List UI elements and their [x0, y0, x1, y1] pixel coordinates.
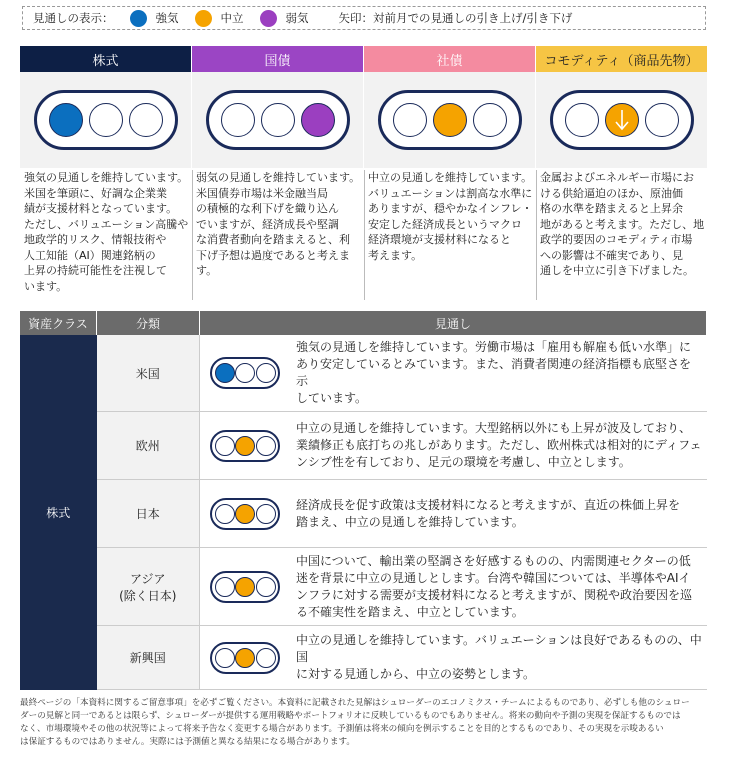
signal-lamp [473, 103, 507, 137]
header-category: 分類 [97, 311, 200, 335]
signal-cell [200, 335, 291, 412]
asset-class-cell: 株式 [20, 335, 97, 690]
signal-lamp [393, 103, 427, 137]
table-row [20, 335, 707, 412]
legend-label: 見通しの表示： [33, 11, 114, 25]
category-text-corpbonds: 中立の見通しを維持しています。 バリュエーションは割高な水準に ありますが、穏やかなインフレ・ 安定した経済成長というマクロ 経済環境が支援材料になると 考えます。 [368, 171, 533, 262]
signal-lamp [235, 504, 255, 524]
signal-lamp [261, 103, 295, 137]
signal-lamp [215, 363, 235, 383]
traffic-signal-icon [210, 642, 280, 674]
header-asset-class: 資産クラス [20, 311, 97, 335]
signal-panel-commodity [536, 72, 707, 168]
signal-lamp [215, 436, 235, 456]
legend-box [22, 6, 706, 30]
traffic-signal-icon [210, 430, 280, 462]
bullish-dot-icon [130, 10, 147, 27]
signal-lamp [49, 103, 83, 137]
region-cell: 新興国 [97, 626, 200, 690]
neutral-dot-icon [195, 10, 212, 27]
outlook-cell: 中国について、輸出業の堅調さを好感するものの、内需関連セクターの低 迷を背景に中立の見通しとします。台湾や韓国については、半導体やAIイ ンフラに対する需要が支援材料になると考えますが、関税や政治要因を巡 る不確実性を踏まえ、中立としています。 [290, 548, 707, 626]
table-row [20, 626, 707, 690]
signal-lamp [301, 103, 335, 137]
arrow-down-icon [615, 109, 629, 131]
table-row [20, 480, 707, 548]
legend-bullish-label: 強気 [155, 11, 179, 25]
table-row [20, 412, 707, 480]
category-header-govbonds: 国債 [192, 46, 363, 72]
signal-lamp [256, 648, 276, 668]
signal-cell [200, 626, 291, 690]
signal-cell [200, 548, 291, 626]
legend-neutral-label: 中立 [220, 11, 244, 25]
header-outlook: 見通し [200, 311, 707, 335]
signal-lamp [433, 103, 467, 137]
table-row [20, 548, 707, 626]
traffic-signal-icon [550, 90, 694, 150]
signal-lamp [256, 436, 276, 456]
legend-arrow-note: 矢印：対前月での見通しの引き上げ/引き下げ [338, 11, 573, 25]
legend-bearish-label: 弱気 [285, 11, 309, 25]
signal-lamp [256, 504, 276, 524]
signal-lamp [256, 577, 276, 597]
signal-lamp [235, 363, 255, 383]
region-cell: 日本 [97, 480, 200, 548]
outlook-cell: 強気の見通しを維持しています。労働市場は「雇用も解雇も低い水準」に あり安定しているとみています。また、消費者関連の経済指標も底堅さを示 しています。 [290, 335, 707, 412]
category-text-equity: 強気の見通しを維持しています。 米国を筆頭に、好調な企業業 績が支援材料となっています。 ただし、バリュエーション高騰や 地政学的リスク、情報技術や 人工知能（AI）関連銘柄の 上昇の持続可能性を注視して います。 [24, 171, 189, 293]
traffic-signal-icon [210, 571, 280, 603]
traffic-signal-icon [210, 357, 280, 389]
traffic-signal-icon [206, 90, 350, 150]
signal-cell [200, 412, 291, 480]
signal-lamp [256, 363, 276, 383]
category-header-equity: 株式 [20, 46, 191, 72]
region-cell: 欧州 [97, 412, 200, 480]
bearish-dot-icon [260, 10, 277, 27]
signal-lamp [215, 577, 235, 597]
outlook-cell: 中立の見通しを維持しています。大型銘柄以外にも上昇が波及しており、 業績修正も底打ちの兆しがあります。ただし、欧州株式は相対的にディフェ ンシブ性を有しており、足元の環境を考慮し、中立とします。 [290, 412, 707, 480]
signal-lamp [605, 103, 639, 137]
outlook-cell: 経済成長を促す政策は支援材料になると考えますが、直近の株価上昇を 踏まえ、中立の見通しを維持しています。 [290, 480, 707, 548]
category-text-commodity: 金属およびエネルギー市場にお ける供給逼迫のほか、原油価 格の水準を踏まえると上昇余 地があると考えます。ただし、地 政学的要因のコモディティ市場 への影響は不確実であり、見 通しを中立に引き下げました。 [540, 171, 705, 277]
signal-lamp [235, 648, 255, 668]
category-header-commodity: コモディティ（商品先物） [536, 46, 707, 72]
regional-outlook-table [20, 311, 707, 690]
signal-lamp [129, 103, 163, 137]
outlook-cell: 中立の見通しを維持しています。バリュエーションは良好であるものの、中国 に対する見通しから、中立の姿勢とします。 [290, 626, 707, 690]
signal-panel-equity [20, 72, 191, 168]
disclaimer-footnote: 最終ページの「本資料に関するご留意事項」を必ずご覧ください。本資料に記載された見解はシュローダーのエコノミクス・チームによるものであり、必ずしも他のシュロー ダーの見解と同一であるとは限らず、シュローダーが提供する運用戦略やポートフォリオに反映しているものでもありません。将来の動向や予測の実現を保証するものでは なく、市場環境やその他の状況等によって将来予告なく変更する場合があります。予測値は将来の傾向を例示することを目的とするものであり、その実現を示唆あるい は保証するものではありません。実際には予測値と異なる結果になる場合があります。 [20, 698, 690, 747]
traffic-signal-icon [210, 498, 280, 530]
signal-lamp [221, 103, 255, 137]
signal-lamp [645, 103, 679, 137]
category-text-govbonds: 弱気の見通しを維持しています。 米国債券市場は米金融当局 の積極的な利下げを織り込ん でいますが、経済成長や堅調 な消費者動向を踏まえると、利 下げ予想は過度であると考えま す。 [196, 171, 361, 277]
signal-panel-corpbonds [364, 72, 535, 168]
signal-lamp [89, 103, 123, 137]
signal-lamp [235, 577, 255, 597]
signal-cell [200, 480, 291, 548]
region-cell: アジア (除く日本) [97, 548, 200, 626]
region-cell: 米国 [97, 335, 200, 412]
signal-panel-govbonds [192, 72, 363, 168]
traffic-signal-icon [378, 90, 522, 150]
traffic-signal-icon [34, 90, 178, 150]
category-header-corpbonds: 社債 [364, 46, 535, 72]
signal-lamp [235, 436, 255, 456]
signal-lamp [215, 504, 235, 524]
signal-lamp [565, 103, 599, 137]
signal-lamp [215, 648, 235, 668]
